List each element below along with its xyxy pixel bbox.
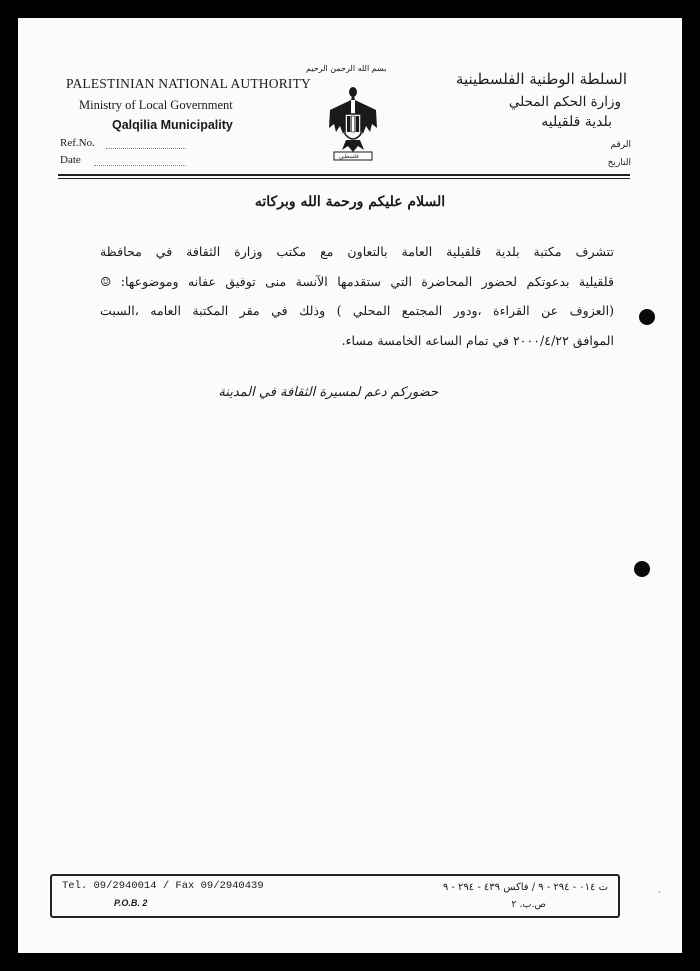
- punch-hole: [639, 309, 655, 325]
- ar-ref-label: الرقم: [610, 140, 631, 150]
- greeting: السلام عليكم ورحمة الله وبركاته: [254, 194, 446, 210]
- date-label: Date: [60, 154, 81, 166]
- date-line: [94, 165, 186, 166]
- page-mark: ˴: [658, 887, 661, 897]
- basmala: بسم الله الرحمن الرحيم: [306, 64, 387, 73]
- letter-body: [100, 237, 614, 355]
- body-line: قلقيلية بدعوتكم لحضور المحاضرة التي ستقدمها الآنسة منى توفيق عفانه وموضوعها: ☺: [100, 273, 614, 289]
- ar-ministry-heading: وزارة الحكم المحلي: [508, 94, 621, 110]
- footer-en-contact: Tel. 09/2940014 / Fax 09/2940439: [62, 880, 264, 892]
- ar-authority-heading: السلطة الوطنية الفلسطينية: [455, 70, 627, 88]
- eagle-emblem-icon: [326, 84, 380, 164]
- body-line: تتشرف مكتبة بلدية قلقيلية العامة بالتعاون مع مكتب وزارة الثقافة في محافظة: [100, 244, 614, 259]
- ar-date-label: التاريخ: [607, 158, 631, 168]
- punch-hole: [634, 561, 650, 577]
- ar-municipality-heading: بلدية قلقيليه: [541, 114, 612, 130]
- footer-ar-contact: ت ٠١٤ - ٢٩٤ - ٩ / فاكس ٤٣٩ - ٢٩٤ - ٩: [442, 882, 608, 893]
- footer-ar-pob: ص.ب. ٢: [511, 899, 546, 910]
- closing-line: حضوركم دعم لمسيرة الثقافة في المدينة: [218, 385, 438, 400]
- ref-no-line: [106, 148, 186, 149]
- en-authority-heading: PALESTINIAN NATIONAL AUTHORITY: [66, 76, 311, 91]
- en-municipality-heading: Qalqilia Municipality: [112, 118, 233, 132]
- ref-no-label: Ref.No.: [60, 137, 95, 149]
- body-line: الموافق ٢٠٠٠/٤/٢٢ في تمام الساعه الخامسة مساء.: [341, 332, 614, 348]
- en-ministry-heading: Ministry of Local Government: [79, 98, 233, 112]
- footer-en-pob: P.O.B. 2: [114, 898, 148, 908]
- footer-box: [50, 874, 620, 918]
- header-rule-thin: [58, 178, 630, 179]
- letter-page: [18, 18, 682, 953]
- header-rule: [58, 174, 630, 176]
- emblem-caption: فلسطين: [339, 154, 359, 160]
- body-line: (العزوف عن القراءة ،ودور المجتمع المحلي ) وذلك في مقر المكتبة العامه ،السبت: [100, 303, 614, 318]
